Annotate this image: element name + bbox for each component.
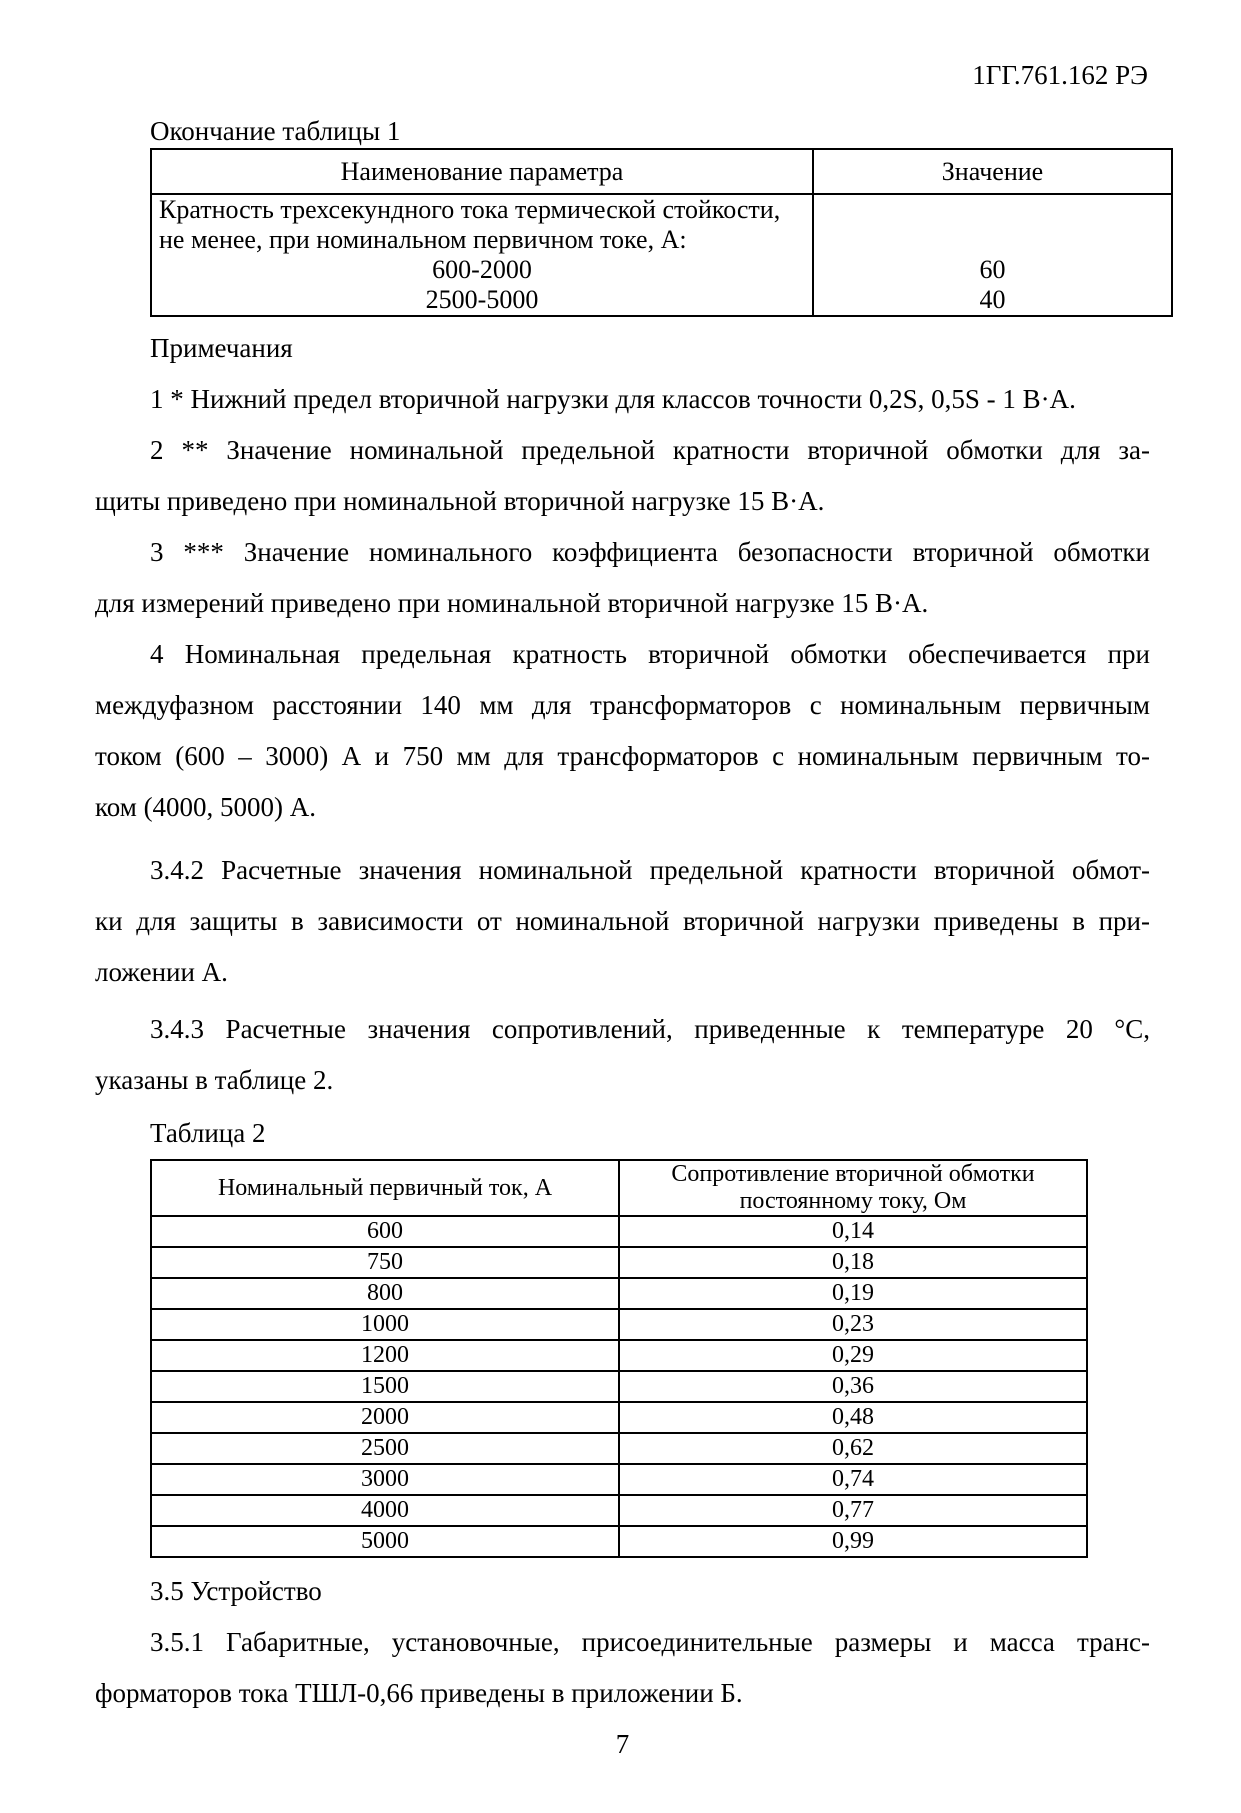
cell-current: 5000 xyxy=(151,1526,619,1557)
cell-resistance: 0,77 xyxy=(619,1495,1087,1526)
cell-current: 2500 xyxy=(151,1433,619,1464)
document-page xyxy=(0,58,1241,1770)
cell-current: 600 xyxy=(151,1216,619,1247)
section-heading: 3.5 Устройство xyxy=(150,1576,322,1606)
table2 xyxy=(150,1159,1088,1558)
table2-header-resistance-line: Сопротивление вторичной обмотки xyxy=(671,1161,1035,1187)
table-row xyxy=(151,1371,1087,1402)
cell-resistance: 0,48 xyxy=(619,1402,1087,1433)
note-line: током (600 – 3000) А и 750 мм для трансформаторов с номинальным первичным то- xyxy=(95,741,1150,771)
cell-resistance: 0,18 xyxy=(619,1247,1087,1278)
notes-title: Примечания xyxy=(150,333,293,363)
cell-resistance: 0,74 xyxy=(619,1464,1087,1495)
table-row xyxy=(151,1402,1087,1433)
cell-current: 1000 xyxy=(151,1309,619,1340)
cell-resistance: 0,23 xyxy=(619,1309,1087,1340)
table1-header-row xyxy=(151,149,1172,194)
table1-header-param: Наименование параметра xyxy=(151,149,813,194)
table1-param-cell xyxy=(151,194,813,316)
cell-current: 2000 xyxy=(151,1402,619,1433)
note-line: 1 * Нижний предел вторичной нагрузки для классов точности 0,2S, 0,5S - 1 В·А. xyxy=(150,384,1076,414)
table1-caption: Окончание таблицы 1 xyxy=(150,116,401,146)
cell-resistance: 0,62 xyxy=(619,1433,1087,1464)
param-value: 60 xyxy=(979,255,1006,284)
table1 xyxy=(150,148,1173,317)
cell-current: 750 xyxy=(151,1247,619,1278)
cell-current: 800 xyxy=(151,1278,619,1309)
table-row xyxy=(151,1340,1087,1371)
paragraph-line: 3.4.2 Расчетные значения номинальной предельной кратности вторичной обмот- xyxy=(150,855,1150,885)
note-line: 3 *** Значение номинального коэффициента безопасности вторичной обмотки xyxy=(150,537,1150,567)
table-row xyxy=(151,1278,1087,1309)
paragraph-line: 3.4.3 Расчетные значения сопротивлений, приведенные к температуре 20 °С, xyxy=(150,1014,1150,1044)
table1-header-value: Значение xyxy=(813,149,1172,194)
note-line: 4 Номинальная предельная кратность вторичной обмотки обеспечивается при xyxy=(150,639,1150,669)
note-line: 2 ** Значение номинальной предельной кратности вторичной обмотки для за- xyxy=(150,435,1150,465)
table1-data-row xyxy=(151,194,1172,316)
table-row xyxy=(151,1247,1087,1278)
table-row xyxy=(151,1495,1087,1526)
cell-resistance: 0,36 xyxy=(619,1371,1087,1402)
table-row xyxy=(151,1526,1087,1557)
table-row xyxy=(151,1309,1087,1340)
note-line: для измерений приведено при номинальной вторичной нагрузке 15 В·А. xyxy=(95,588,929,618)
note-line: ком (4000, 5000) А. xyxy=(95,792,317,822)
table2-header-row xyxy=(151,1160,1087,1216)
paragraph-line: указаны в таблице 2. xyxy=(95,1065,334,1095)
cell-resistance: 0,29 xyxy=(619,1340,1087,1371)
paragraph-line: форматоров тока ТШЛ-0,66 приведены в приложении Б. xyxy=(95,1678,743,1708)
cell-resistance: 0,14 xyxy=(619,1216,1087,1247)
table-row xyxy=(151,1433,1087,1464)
cell-current: 3000 xyxy=(151,1464,619,1495)
param-line: не менее, при номинальном первичном токе, А: xyxy=(159,225,687,254)
param-value: 40 xyxy=(979,285,1006,314)
cell-current: 4000 xyxy=(151,1495,619,1526)
param-range: 2500-5000 xyxy=(425,285,539,314)
cell-resistance: 0,19 xyxy=(619,1278,1087,1309)
value-spacer xyxy=(814,195,1171,255)
table-row xyxy=(151,1216,1087,1247)
page-number: 7 xyxy=(615,1729,630,1759)
table2-header-resistance xyxy=(619,1160,1087,1216)
paragraph-line: 3.5.1 Габаритные, установочные, присоединительные размеры и масса транс- xyxy=(150,1627,1150,1657)
cell-current: 1200 xyxy=(151,1340,619,1371)
table2-header-current: Номинальный первичный ток, А xyxy=(151,1160,619,1216)
param-range: 600-2000 xyxy=(432,255,532,284)
table2-caption: Таблица 2 xyxy=(150,1118,266,1148)
table1-value-cell xyxy=(813,194,1172,316)
note-line: щиты приведено при номинальной вторичной нагрузке 15 В·А. xyxy=(95,486,825,516)
doc-code: 1ГГ.761.162 РЭ xyxy=(972,60,1148,90)
table2-header-resistance-line: постоянному току, Ом xyxy=(739,1188,967,1214)
note-line: междуфазном расстоянии 140 мм для трансформаторов с номинальным первичным xyxy=(95,690,1150,720)
param-line: Кратность трехсекундного тока термической стойкости, xyxy=(159,195,781,224)
table-row xyxy=(151,1464,1087,1495)
paragraph-line: ки для защиты в зависимости от номинальной вторичной нагрузки приведены в при- xyxy=(95,906,1150,936)
cell-current: 1500 xyxy=(151,1371,619,1402)
cell-resistance: 0,99 xyxy=(619,1526,1087,1557)
paragraph-line: ложении А. xyxy=(95,957,228,987)
